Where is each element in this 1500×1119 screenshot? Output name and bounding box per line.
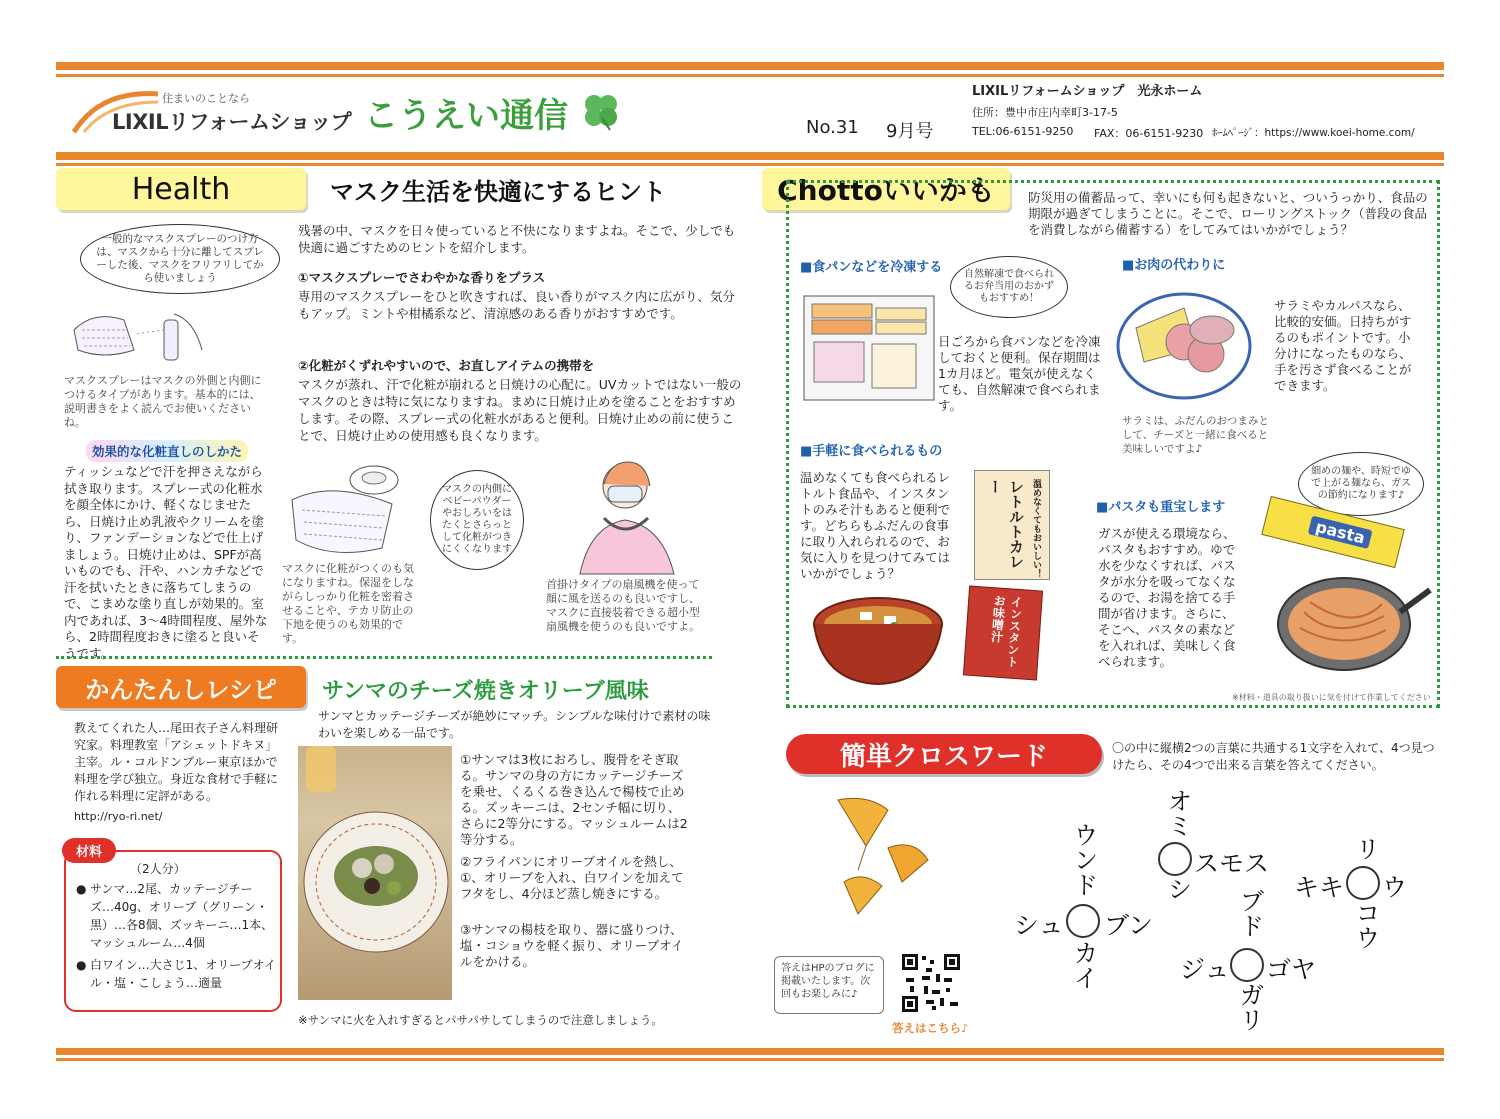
neck-fan-woman-illustration [570,456,680,576]
cw-q2-bottom: シ [1164,876,1193,901]
health-bubble-spray [80,224,280,294]
bread-head: ■食パンなどを冷凍する [800,260,943,275]
health-caption-powder: マスクに化粧がつくのも気になりますね。保湿をしながらしっかり化粧を密着させることや、テカリ防止の下地を使うのも効果的です。 [282,562,414,645]
ingredients-label: 材料 [62,838,116,863]
bread-body: 日ごろから食パンなどを冷凍しておくと便利。保存期間は1カ月ほど。電気が使えなくても、自然解凍で食べられます。 [938,334,1101,413]
bread-bubble-text: 自然解凍で食べられるお弁当用のおかずもおすすめ！ [964,269,1054,304]
retort-curry-package [974,470,1050,580]
instant-miso-package [963,586,1043,681]
health-point2-body: マスクが蒸れ、汗で化粧が崩れると日焼けの心配に。UVカットではない一般のマスクのときは特に気になりますね。まめに日焼け止めを塗ることをおすすめします。その際、スプレー式の化粧水があると便利。日焼け止めの前に使うことで、日焼け止めの使用感も良くなります。 [298,377,742,443]
crossword-tag [786,734,1102,774]
cw-q4-answer-circle[interactable] [1230,948,1264,982]
meat-caption: サラミは、ふだんのおつまみとして、チーズと一緒に食べると美味しいですよ♪ [1122,415,1269,455]
cw-q3-top: リ [1352,836,1381,861]
recipe-url-link[interactable]: http://ryo-ri.net/ [74,810,163,823]
chotto-intro: 防災用の備蓄品って、幸いにも何も起きないと、ついうっかり、食品の期限が過ぎてしまうことに。そこで、ローリングストック（普段の食品を消費しながら備蓄する）をしてみてはいかがでしょう？ [1028,190,1428,237]
recipe-step-1: ①サンマは3枚におろし、腹骨をそぎ取る。サンマの身の方にカッテージチーズを乗せ、くるくる巻き込んで楊枝で止める。ズッキーニは、2センチ幅に切り、さらに2等分にする。マッシュルームは2等分する。 [460,752,688,847]
answer-link[interactable]: 答えはこちら♪ [892,1021,969,1035]
cw-q3-left: キキ [1294,873,1345,902]
recipe-step-2: ②フライパンにオリーブオイルを熱し、①、オリーブを入れ、白ワインを加えてフタをし、4分ほど蒸し焼きにする。 [460,854,684,901]
shop-address: 住所：豊中市庄内幸町3-17-5 [972,106,1118,119]
retort-curry-label: レトルトカレー [986,479,1025,569]
crossword-instructions: 〇の中に縦横2つの言葉に共通する1文字を入れて、4つ見つけたら、その4つで出来る言葉を答えてください。 [1112,741,1435,772]
health-caption-spray: マスクスプレーはマスクの外側と内側につけるタイプがあります。基本的には、説明書きをよく読んでお使いくださいね。 [64,374,262,429]
answer-info-text: 答えはHPのブログに掲載いたします。次回もお楽しみに♪ [781,963,875,1000]
recipe-tag [56,666,306,708]
cw-q1-bottom: カイ [1070,940,1099,990]
health-point1-title: ①マスクスプレーでさわやかな香りをプラス [298,270,546,285]
recipe-teacher: 教えてくれた人…尾田衣子さん料理研究家。料理教室「アシェットドキヌ」主宰。ル・コルドンブルー東京ほかで料理を学び独立。身近な食材で手軽に作れる料理に定評がある。 [74,721,279,803]
shop-name: LIXILリフォームショップ 光永ホーム [972,84,1203,99]
saury-dish-photo [298,746,452,1000]
header-stripe-1 [56,152,1444,160]
ingredient-item-2 [76,956,276,992]
pasta-body: ガスが使える環境なら、パスタもおすすめ。ゆで水を少なくすれば、パスタが水分を吸ってなくなるので、お湯を捨てる手間が省けます。さらに、そこへ、パスタの素などを入れれば、美味しく食べられます。 [1098,526,1236,669]
health-tag-label: Health [131,171,231,207]
retort-curry-sub: 温めなくてもおいしい！ [1031,479,1041,578]
cw-q4-right: ゴヤ [1266,955,1317,984]
top-stripe-2 [56,74,1444,77]
recipe-tag-label: かんたんしレシピ [85,675,277,704]
mask-spray-illustration [64,290,214,370]
shop-tel: TEL:06-6151-9250 [972,125,1074,138]
health-bubble-powder-text: マスクの内側にベビーパウダーやおしろいをはたくとさらっとして化粧がつきにくくなります [442,484,512,555]
bottom-stripe-2 [56,1058,1444,1061]
shop-fax: FAX：06-6151-9230 [1094,127,1204,140]
health-left-body: ティッシュなどで汗を押さえながら拭き取ります。スプレー式の化粧水を顔全体にかけ、軽くなじませたら、日焼け止め乳液やクリームを塗り、ファンデーションなどで仕上げましょう。日焼け止めは、SPFが高いものでも、汗や、ハンカチなどで汗を拭いたときに落ちてしまうので、こまめな塗り直しが効果的。室内であれば、3～4時間程度、屋外なら、2時間程度おきに塗ると良いそうです。 [64,464,268,661]
recipe-title: サンマのチーズ焼きオリーブ風味 [322,679,649,704]
pasta-head: ■パスタも重宝します [1096,500,1226,515]
cw-q1-right: ブン [1104,911,1154,940]
cw-q2-answer-circle[interactable] [1158,842,1192,876]
cw-q1-answer-circle[interactable] [1066,904,1100,938]
health-point2-title: ②化粧がくずれやすいので、お直しアイテムの携帯を [298,358,595,373]
meat-head: ■お肉の代わりに [1122,258,1226,273]
cw-q3-answer-circle[interactable] [1346,866,1380,900]
ingredient-text-2: 白ワイン…大さじ1、オリーブオイル・塩・こしょう…適量 [90,958,276,990]
chotto-note: ※材料・道具の取り扱いに気を付けて作業してください [1232,693,1431,702]
recipe-photo [298,746,452,1000]
health-point1-body: 専用のマスクスプレーをひと吹きすれば、良い香りがマスク内に広がり、気分もアップ。ミントや柑橘系など、清涼感のある香りがおすすめです。 [298,289,735,321]
bottom-stripe-1 [56,1048,1444,1055]
logo-tagline: 住まいのことなら [162,92,250,105]
salami-cheese-illustration [1114,288,1254,408]
bread-bubble [950,256,1068,318]
top-stripe-1 [56,62,1444,70]
crossword-tag-label: 簡単クロスワード [839,741,1048,772]
pasta-bubble-text: 細めの麺や、時短でゆで上がる麺なら、ガスの節約になります♪ [1311,466,1411,501]
shop-homepage-link[interactable]: ﾎｰﾑﾍﾟｰｼﾞ：https://www.koei-home.com/ [1212,127,1415,139]
newsletter-title: こうえい通信 [364,96,568,136]
cw-q4-bottom: ガリ [1236,982,1265,1032]
cw-q3-right: ウ [1382,873,1408,902]
cw-q2-right: スモス [1194,849,1270,878]
ginkgo-leaves-illustration [818,790,938,920]
ingredients-servings: （2人分） [130,862,186,876]
health-subhead: 効果的な化粧直しのしかた [86,440,248,462]
cw-q3-bottom: コウ [1352,900,1381,950]
answer-info-box [774,956,884,1014]
recipe-lead: サンマとカッテージチーズが絶妙にマッチ。シンプルな味付けで素材の味わいを楽しめる一品です。 [318,709,711,740]
mask-powder-illustration [282,460,432,560]
qr-code-icon[interactable] [900,952,962,1014]
issue-month: 9月号 [886,121,934,142]
meat-body: サラミやカルパスなら、比較的安価。日持ちがするのもポイントです。小分けになったものなら、手を汚さず食べることができます。 [1274,298,1412,393]
easy-head: ■手軽に食べられるもの [800,444,943,459]
miso-soup-illustration [810,590,950,690]
logo-name: LIXILリフォームショップ [112,110,352,134]
health-divider [56,656,712,659]
cw-q1-top: ウンド [1070,822,1099,897]
cw-q4-top: ブド [1236,888,1265,938]
pasta-package-label: pasta [1308,516,1373,549]
issue-number: No.31 [806,117,859,138]
recipe-step-3: ③サンマの楊枝を取り、器に盛りつけ、塩・コショウを軽く振り、オリーブオイルをかける。 [460,922,684,969]
pasta-pan-illustration [1274,572,1434,682]
cw-q1-left: シュ [1014,911,1064,940]
health-title: マスク生活を快適にするヒント [330,178,666,206]
bullet-icon: ● [76,958,87,972]
bullet-icon: ● [76,882,87,896]
instant-miso-label: インスタントお味噌汁 [989,594,1024,669]
cw-q4-left: ジュ [1180,955,1230,984]
ingredient-text-1: サンマ…2尾、カッテージチーズ…40g、オリーブ（グリーン・黒）…各8個、ズッキーニ…1本、マッシュルーム…4個 [90,882,274,950]
health-bubble-spray-text: 一般的なマスクスプレーのつけ方は、マスクから十分に離してスプレーした後、マスクをフリフリしてから使いましょう [96,233,264,284]
easy-body: 温めなくても食べられるレトルト食品や、インスタントのみそ汁もあると便利です。どちらもふだんの食事に取り入れられるので、お気に入りを見つけてみてはいかがでしょう？ [800,470,951,581]
chotto-tag-label: Chottoいいかも [777,174,995,207]
freezer-bread-illustration [800,286,940,406]
health-tag [56,168,306,210]
logo[interactable] [66,82,352,142]
recipe-note: ※サンマに火を入れすぎるとパサパサしてしまうので注意しましょう。 [298,1013,663,1027]
health-bubble-powder [430,470,524,570]
header-stripe-2 [56,163,1444,166]
ingredient-item-1 [76,880,276,952]
cw-q2-top: オミ [1164,788,1193,838]
health-intro: 残暑の中、マスクを日々使っていると不快になりますよね。そこで、少しでも快適に過ごすためのヒントを紹介します。 [298,223,736,255]
health-caption-fan: 首掛けタイプの扇風機を使って顔に風を送るのも良いですし、マスクに直接装着できる超小型扇風機を使うのも良いですよ。 [546,578,700,633]
clover-icon [580,92,624,132]
